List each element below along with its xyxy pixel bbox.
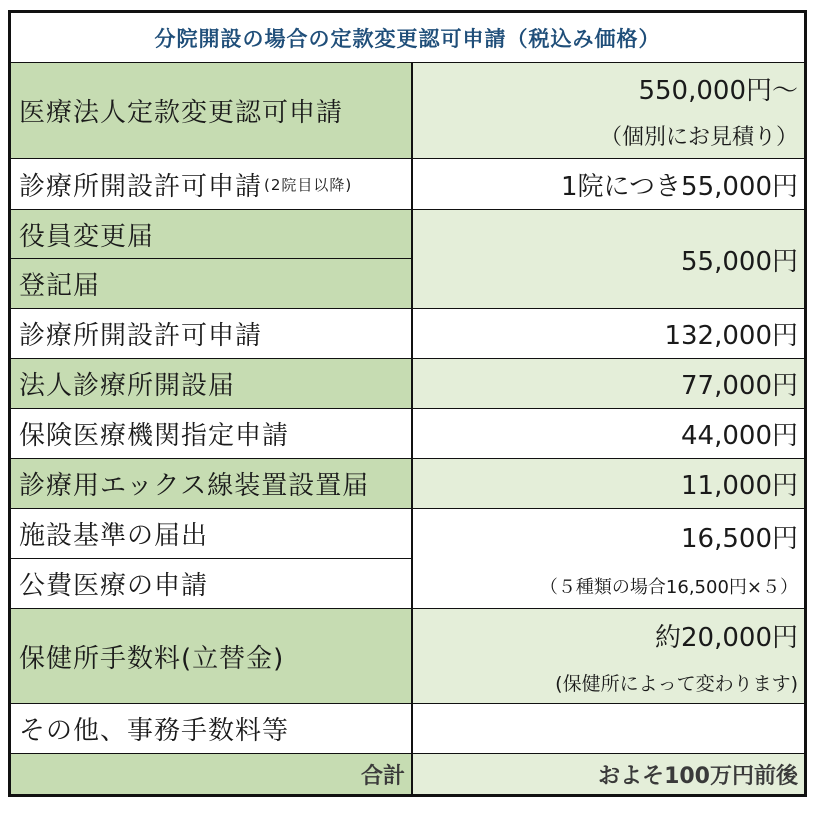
- table-title: 分院開設の場合の定款変更認可申請（税込み価格）: [11, 13, 804, 63]
- price-teikan: 550,000円～: [638, 75, 798, 106]
- row-label-xray: 診療用エックス線装置設置届: [11, 459, 413, 509]
- row-value-shinryo-2: 1院につき55,000円: [413, 159, 804, 210]
- row-value-shinryo: 132,000円: [413, 309, 804, 359]
- row-label-shisetsu: 施設基準の届出: [11, 509, 413, 559]
- row-label-shinryo: 診療所開設許可申請: [11, 309, 413, 359]
- note-teikan: （個別にお見積り）: [599, 125, 798, 151]
- label-shinryo-2: 診療所開設許可申請: [19, 171, 263, 202]
- row-label-hokenjo: 保健所手数料(立替金): [11, 609, 413, 704]
- price-hokenjo: 約20,000円: [655, 622, 798, 653]
- note-hokenjo: (保健所によって変わります): [555, 672, 798, 695]
- row-value-teikan: [413, 63, 804, 159]
- row-value-total: およそ100万円前後: [413, 754, 804, 794]
- note-kouhi: （５種類の場合16,500円×５）: [539, 577, 798, 598]
- row-label-sonota: その他、事務手数料等: [11, 704, 413, 754]
- row-label-kouhi: 公費医療の申請: [11, 559, 413, 609]
- row-value-yakuin-touki: 55,000円: [413, 210, 804, 309]
- row-value-houjin: 77,000円: [413, 359, 804, 409]
- row-label-yakuin: 役員変更届: [11, 210, 413, 259]
- price-shisetsu: 16,500円: [681, 524, 798, 554]
- fee-table: [8, 10, 807, 797]
- row-value-shisetsu-kouhi: [413, 509, 804, 609]
- row-label-teikan: 医療法人定款変更認可申請: [11, 63, 413, 159]
- row-value-xray: 11,000円: [413, 459, 804, 509]
- row-label-shinryo-2: [11, 159, 413, 210]
- row-label-houjin: 法人診療所開設届: [11, 359, 413, 409]
- row-value-hokenjo: [413, 609, 804, 704]
- row-label-hoken: 保険医療機関指定申請: [11, 409, 413, 459]
- label-shinryo-2-small: (2院目以降): [264, 175, 353, 194]
- row-value-hoken: 44,000円: [413, 409, 804, 459]
- row-label-touki: 登記届: [11, 259, 413, 309]
- row-label-total: 合計: [11, 754, 413, 794]
- row-value-sonota: [413, 704, 804, 754]
